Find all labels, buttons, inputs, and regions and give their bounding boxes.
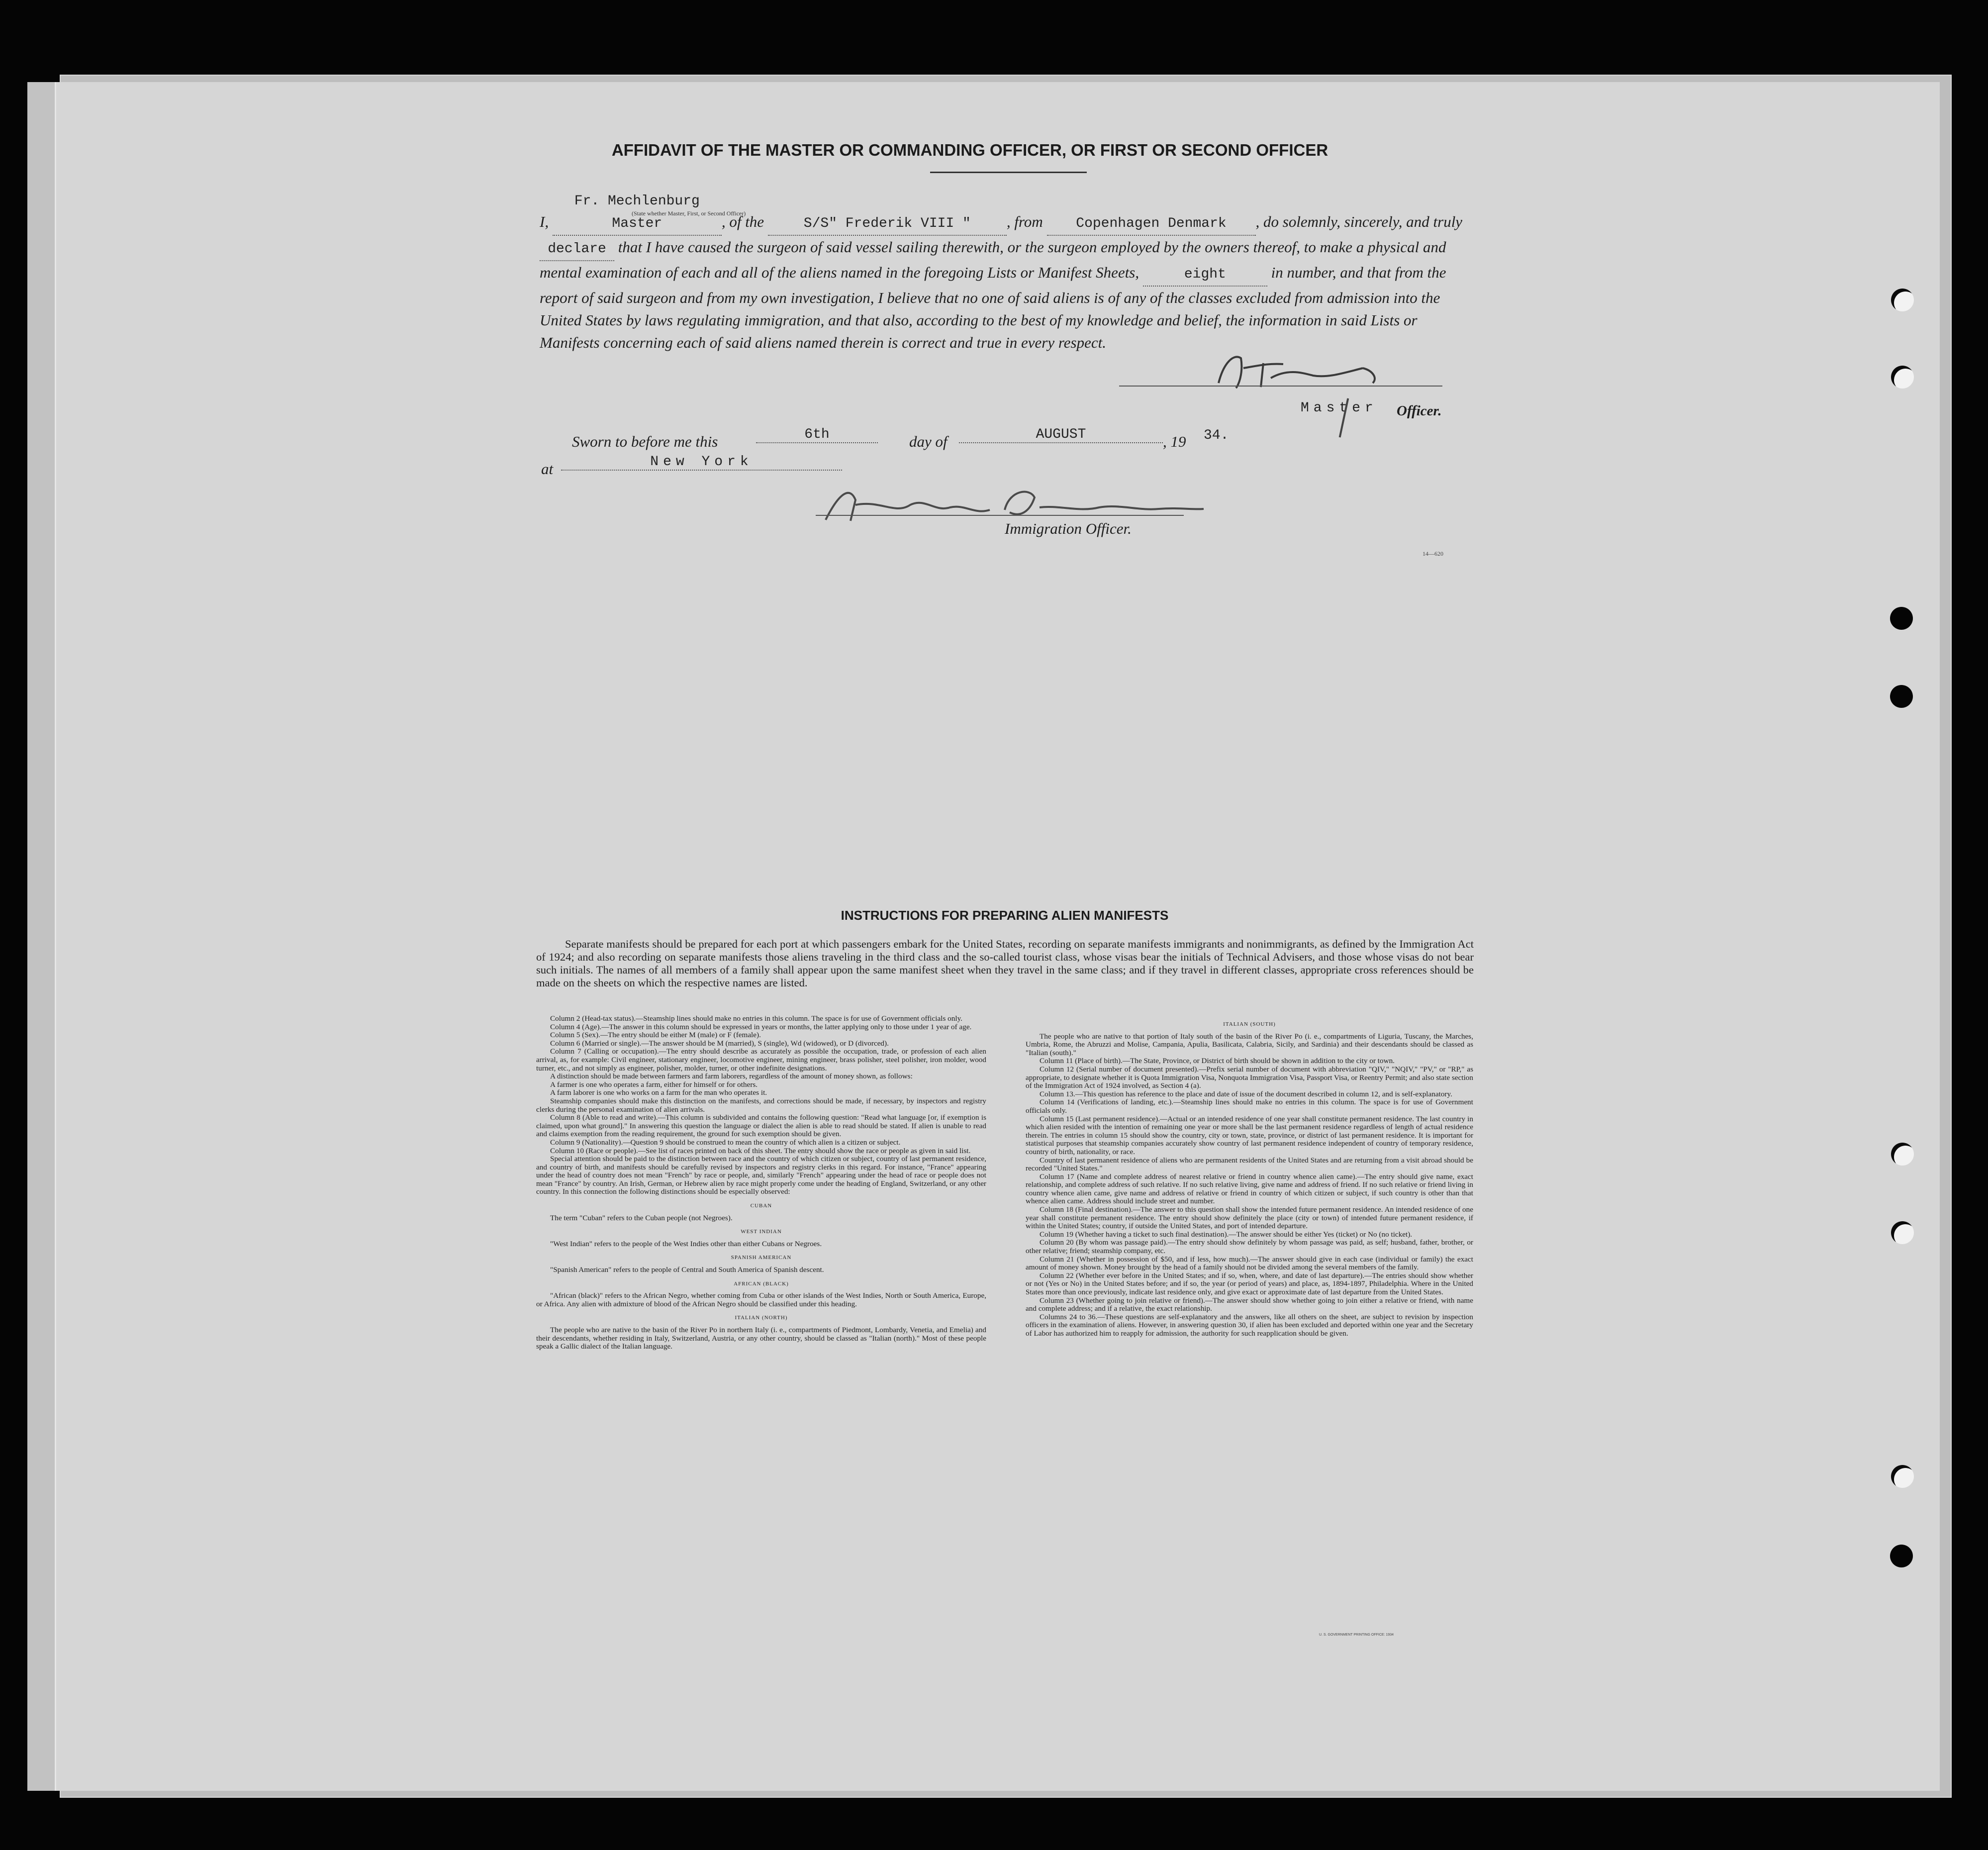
punch-hole [1890, 1545, 1913, 1567]
instructions-left-column [536, 1015, 986, 1351]
sworn-text: Sworn to before me this [572, 433, 718, 450]
text-from: , from [1006, 213, 1043, 230]
sheet-count-field: eight [1143, 263, 1267, 287]
instruction-paragraph: "Spanish American" refers to the people of Central and South America of Spanish descent. [550, 1266, 824, 1274]
year-prefix: , 19 [1163, 433, 1186, 450]
instruction-paragraph: Column 20 (By whom was passage paid).—The entry should show definitely by whom passage was paid, as self; husband, father, brother, or other relative; friend; steamship company, etc. [1026, 1238, 1473, 1256]
text-do: , do [1255, 213, 1279, 230]
year-suffix: 34. [1204, 428, 1229, 443]
immigration-signature-line [816, 515, 1184, 516]
immigration-officer-label: Immigration Officer. [1005, 520, 1132, 537]
instruction-paragraph: Special attention should be paid to the distinction between race and the country of which citizen or subject, country of last permanent residence, and country of birth, and manifests should be carefully revised by inspectors and registry clerks in this regard. For instance, "France" appearing under the head of country does not mean "French" by race or people, and, similarly "French" appearing under the head of race or people does not mean "France" by country. An Irish, German, or Hebrew alien by race might properly come under the heading of England, Switzerland, or any other country. In this connection the following distinctions should be especially observed: [536, 1155, 986, 1196]
instruction-paragraph: Column 11 (Place of birth).—The State, Province, or District of birth should be shown in addition to the city or town. [1040, 1057, 1395, 1066]
punch-hole [1891, 1143, 1914, 1166]
text-i: I, [540, 213, 549, 230]
page-left-edge [27, 82, 56, 1791]
instruction-paragraph: A farmer is one who operates a farm, either for himself or for others. [550, 1080, 758, 1089]
instruction-paragraph: Column 18 (Final destination).—The answer to this question shall show the intended future permanent residence. An intended residence of one year shall constitute permanent residence. The entry should show definitely the place (city or town) of intended future permanent residence, if within the United States; country, if outside the United States, and port of intended departure. [1026, 1205, 1473, 1231]
master-signature-line [1119, 386, 1442, 387]
affidavit-title: AFFIDAVIT OF THE MASTER OR COMMANDING OFFICER, OR FIRST OR SECOND OFFICER [611, 141, 1328, 159]
master-title: Master [1301, 400, 1378, 416]
officer-rank-note: (State whether Master, First, or Second Officer) [632, 210, 746, 217]
title-divider [930, 172, 1087, 173]
instructions-right-column [1026, 1015, 1473, 1338]
instruction-paragraph: Column 12 (Serial number of document presented).—Prefix serial number of document with abbreviation "QIV," "NQIV," "PV," or "RP," as appropriate, to designate whether it is Quota Immigration Visa, Nonquota Immigration Visa, Passport Visa, or Reentry Permit; and also state section of the Immigration Act of 1924 involved, as Section 4 (a). [1026, 1065, 1473, 1090]
instruction-paragraph: The term "Cuban" refers to the Cuban people (not Negroes). [550, 1213, 733, 1222]
instruction-paragraph: Column 14 (Verifications of landing, etc.).—Steamship lines should make no entries in this column. The space is for use of Government officials only. [1026, 1098, 1473, 1115]
officer-word: Officer. [1397, 403, 1442, 419]
instruction-paragraph: "West Indian" refers to the people of the West Indies other than either Cubans or Negroes. [550, 1239, 822, 1248]
section-heading: CUBAN [750, 1203, 772, 1209]
instruction-paragraph: Column 8 (Able to read and write).—This column is subdivided and contains the following question: "Read what language [or, if exemption is claimed, upon what ground]." In answering this question the language or dialect the alien is able to read should be stated. If alien is unable to read and claims exemption from the reading requirement, the ground for such exemption should be given. [536, 1113, 986, 1139]
officer-name-field: Fr. Mechlenburg Master [553, 190, 722, 236]
instruction-paragraph: Column 4 (Age).—The answer in this column should be expressed in years or months, the latter applying only to those under 1 year of age. [550, 1022, 972, 1031]
section-heading: SPANISH AMERICAN [731, 1255, 792, 1261]
master-signature [1214, 348, 1383, 395]
printer-mark: U. S. GOVERNMENT PRINTING OFFICE: 1934 [1319, 1633, 1394, 1637]
instruction-paragraph: Steamship companies should make this distinction on the manifests, and corrections should be made, if necessary, by inspectors and registry clerks during the personal examination of alien arrivals. [536, 1096, 986, 1114]
text-solemnly: solemnly, sincerely, and truly [1282, 213, 1463, 230]
sworn-place: New York [561, 454, 842, 471]
instruction-paragraph: Column 5 (Sex).—The entry should be either M (male) or F (female). [550, 1031, 761, 1040]
text-body-1: that I have caused the surgeon of said vessel sailing therewith, or the surgeon employed by the owners thereof, to make a physical and mental examination of each and all of the aliens named in the foregoing Lists or Manifest Sheets, [540, 238, 1446, 281]
instruction-paragraph: Columns 24 to 36.—These questions are self-explanatory and the answers, like all others on the sheet, are subject to revision by inspection officers in the examination of aliens. However, in answering question 30, if alien has been excluded and deported within one year and the Secretary of Labor has authorized him to reapply for admission, the authority for such reapplication should be given. [1026, 1312, 1473, 1338]
section-heading: WEST INDIAN [741, 1229, 782, 1235]
punch-hole [1890, 607, 1913, 630]
day-of-text: day of [909, 433, 947, 450]
punch-hole [1890, 685, 1913, 708]
instruction-paragraph: A distinction should be made between farmers and farm laborers, regardless of the amount of money shown, as follows: [550, 1072, 913, 1081]
instruction-paragraph: Column 7 (Calling or occupation).—The entry should describe as accurately as possible the occupation, trade, or profession of each alien arrival, as, for example: Civil engineer, stationary engineer, locomotive engineer, mining engineer, brass polisher, steel polisher, iron molder, wood turner, etc., and not simply as engineer, polisher, molder, turner, or other indefinite designations. [536, 1047, 986, 1072]
instruction-paragraph: "African (black)" refers to the African Negro, whether coming from Cuba or other islands of the West Indies, North or South America, Europe, or Africa. Any alien with admixture of blood of the African Negro should be classified under this heading. [536, 1291, 986, 1308]
section-heading: AFRICAN (BLACK) [734, 1280, 789, 1287]
departure-port-field: Copenhagen Denmark [1047, 212, 1256, 236]
text-body-2: in number, and that from the report of said surgeon and from my own investigation, I believe that no one of said aliens is of any of the classes excluded from admission into the United States by laws regulating immigration, and that also, according to the best of my knowledge and belief, the information in said Lists or Manifests concerning each of said aliens named therein is correct and true in every respect. [540, 264, 1446, 351]
instruction-paragraph: Column 10 (Race or people).—See list of races printed on back of this sheet. The entry should show the race or people as given in said list. [550, 1146, 971, 1155]
instruction-paragraph: Column 23 (Whether going to join relative or friend).—The answer should show whether going to join either a relative or friend, with name and complete address; and if a relative, the exact relationship. [1026, 1296, 1473, 1313]
instructions-intro: Separate manifests should be prepared for each port at which passengers embark for the United States, recording on separate manifests immigrants and nonimmigrants, as defined by the Immigration Act of 1924; and also recording on separate manifests those aliens traveling in the third class and the so-called tourist class, whose visas bear the initials of Technical Advisers, and those whose visas do not bear such initials. The names of all members of a family shall appear upon the same manifest sheet when they travel in the same class; and if they travel in different classes, appropriate cross references should be made on the sheets on which the respective names are listed. [536, 938, 1474, 989]
instruction-paragraph: Column 19 (Whether having a ticket to such final destination).—The answer should be either Yes (ticket) or No (no ticket). [1040, 1230, 1413, 1239]
instruction-paragraph: The people who are native to that portion of Italy south of the basin of the River Po (i. e., compartments of Liguria, Tuscany, the Marches, Umbria, Rome, the Abruzzi and Molise, Campania, Apulia, Basilicata, Calabria, Sicily, and Sardinia) and their descendants should be classed as "Italian (south)." [1026, 1032, 1473, 1057]
instruction-paragraph: Column 17 (Name and complete address of nearest relative or friend in country whence alien came).—The entry should give name, exact relationship, and complete address of such relative. If no such relative living, give name and address of friend. If no such relative or friend living in country whence alien came, give name and address of relative or friend in country of which citizen or subject, if such country is other than that whence alien came. Address should include street and number. [1026, 1172, 1473, 1206]
instructions-title: INSTRUCTIONS FOR PREPARING ALIEN MANIFESTS [841, 908, 1169, 923]
instruction-paragraph: Column 15 (Last permanent residence).—Actual or an intended residence of one year shall constitute permanent residence. The last country in which alien resided with the intention of remaining one year or more shall be the last permanent residence regardless of length of actual residence therein. The entries in column 15 should show the country, city or town, state, province, or district of last permanent residence. It is important for statistical purposes that steamship companies accurately show country of last permanent residence independent of country of temporary residence, country of birth, nationality, or race. [1026, 1114, 1473, 1156]
instruction-paragraph: Column 22 (Whether ever before in the United States; and if so, when, where, and date of last departure).—The entries should show whether or not (Yes or No) in the United States before; and if so, the year (or period of years) and place, as, 1894-1897, Philadelphia. Where in the United States more than once previously, indicate last residence only, and give exact or approximate date of last departure from the United States. [1026, 1271, 1473, 1296]
declaration-field: declare [540, 238, 614, 261]
punch-hole [1891, 1221, 1914, 1244]
instruction-paragraph: Column 2 (Head-tax status).—Steamship lines should make no entries in this column. The space is for use of Government officials only. [550, 1014, 962, 1023]
section-heading: ITALIAN (SOUTH) [1223, 1021, 1276, 1027]
at-text: at [541, 460, 554, 478]
sworn-day: 6th [756, 427, 878, 443]
instruction-paragraph: The people who are native to the basin of the River Po in northern Italy (i. e., compartments of Piedmont, Lombardy, Venetia, and Emelia) and their descendants, whether residing in Italy, Switzerland, Austria, or any other country, should be classed as "Italian (north)." Most of these people speak a Gallic dialect of the Italian language. [536, 1326, 986, 1351]
instruction-paragraph: Column 6 (Married or single).—The answer should be M (married), S (single), Wd (widowed), or D (divorced). [550, 1039, 889, 1048]
instruction-paragraph: Column 9 (Nationality).—Question 9 should be construed to mean the country of which alien is a citizen or subject. [550, 1138, 901, 1147]
section-heading: ITALIAN (NORTH) [735, 1315, 788, 1321]
vessel-field: S/S" Frederik VIII " [768, 212, 1007, 236]
instruction-paragraph: Column 21 (Whether in possession of $50, and if less, how much).—The answer should give in each case (individual or family) the exact amount of money shown. Money brought by the head of a family should not be divided among the several members of the family. [1026, 1255, 1473, 1272]
sworn-month: AUGUST [959, 427, 1163, 443]
instruction-paragraph: Country of last permanent residence of aliens who are permanent residents of the United States and are returning from a visit abroad should be recorded "United States." [1026, 1156, 1473, 1173]
instruction-paragraph: Column 13.—This question has reference to the place and date of issue of the document described in column 12, and is self-explanatory. [1040, 1089, 1452, 1098]
text-of-the: , of the [721, 213, 764, 230]
punch-hole [1891, 366, 1914, 389]
instruction-paragraph: A farm laborer is one who works on a farm for the man who operates it. [550, 1088, 767, 1097]
punch-hole [1891, 1465, 1914, 1488]
form-number: 14—620 [1422, 550, 1443, 557]
punch-hole [1891, 289, 1914, 311]
